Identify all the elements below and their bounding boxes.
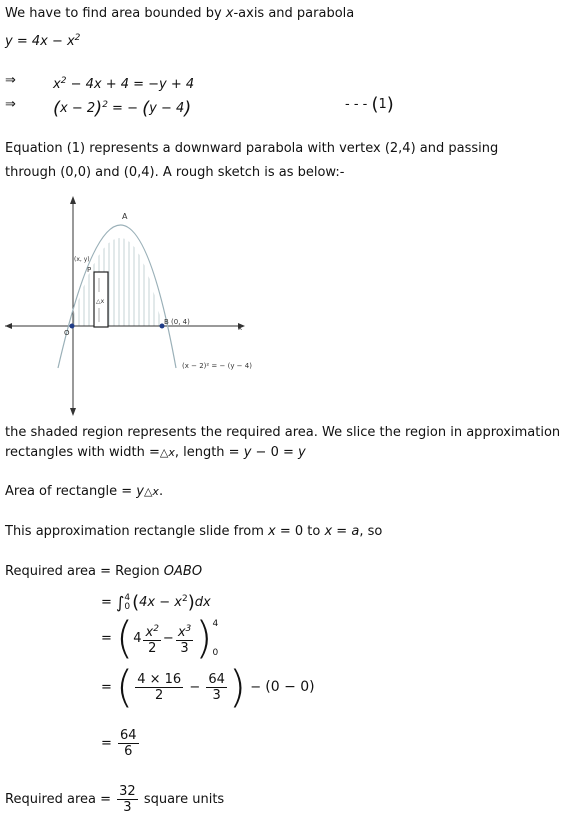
equation-reference: - - - (1) [345,94,394,115]
implies-line-1 [5,73,195,92]
y-axis-arrow-up [70,196,76,204]
paragraph-2-line-2: rectangles with width =△x, length = y − 0 = y [5,445,306,460]
slide-sentence: This approximation rectangle slide from x = 0 to x = a, so [5,524,383,539]
label-a: A [122,212,128,221]
fraction-x2-over-2: $\frac{x^2}{2}$ [145,623,159,656]
label-x-axis: x [238,324,243,332]
implies-arrow: ⇒ [5,73,16,88]
vertex-form-equation: $(x - 2)^2$ = − (y − 4) [53,98,192,119]
label-p: P [87,266,92,274]
fraction-32-over-3: $\frac{32}{3}$ [119,784,136,815]
evaluation-limits: 4 0 [212,618,219,658]
label-xy: (x, y) [74,256,90,263]
label-o: O [64,329,70,337]
implies-line-2 [5,94,584,119]
x-axis-arrow-left [5,323,12,329]
fraction-64-over-6: $\frac{64}{6}$ [120,728,137,759]
required-area-line: Required area = Region OABO [5,564,203,579]
parabola-sketch [0,192,584,422]
integral-limits: 4 0 [124,592,131,612]
label-b: B (0, 4) [164,318,190,326]
fraction-64-over-3: $\frac{64}{3}$ [208,672,225,703]
step-substitution: = ( $\frac{4 \times 16}{2}$ − $\frac{64}{3}$ ) − (0 − 0) [101,661,315,713]
paragraph-1-line-2: through (0,0) and (0,4). A rough sketch is as below:- [5,165,345,180]
fraction-4x16-over-2: $\frac{4 \times 16}{2}$ [137,672,182,703]
label-delta-x: △x [96,298,105,305]
intro-line-1: We have to find area bounded by x-axis and parabola [5,6,355,21]
expanded-equation: $x^2 - 4x + 4 = -y + 4$ [53,76,195,92]
parabola-curve [58,225,176,368]
label-curve-equation: (x − 2)² = − (y − 4) [182,362,252,370]
area-of-rectangle: Area of rectangle = y△x. [5,484,164,499]
parabola-equation: $y = 4x - x^2$ [5,33,81,49]
paragraph-2-line-1: the shaded region represents the required area. We slice the region in approximation [5,425,561,440]
fraction-x3-over-3: $\frac{x^3}{3}$ [177,623,192,656]
y-axis-arrow-down [70,408,76,416]
origin-point [70,324,75,329]
implies-arrow: ⇒ [5,97,16,112]
final-answer: Required area = $\frac{32}{3}$ square units [5,784,225,815]
step-integral: = ∫ 4 0 $(4x - x^2)dx$ [101,592,211,613]
integral-sign: ∫ [116,593,125,612]
step-result: = $\frac{64}{6}$ [101,728,137,759]
step-antiderivative: = (4 $\frac{x^2}{2}$ − $\frac{x^3}{3}$ ) 4 0 [101,612,219,664]
paragraph-1-line-1: Equation (1) represents a downward parabola with vertex (2,4) and passing [5,141,499,156]
